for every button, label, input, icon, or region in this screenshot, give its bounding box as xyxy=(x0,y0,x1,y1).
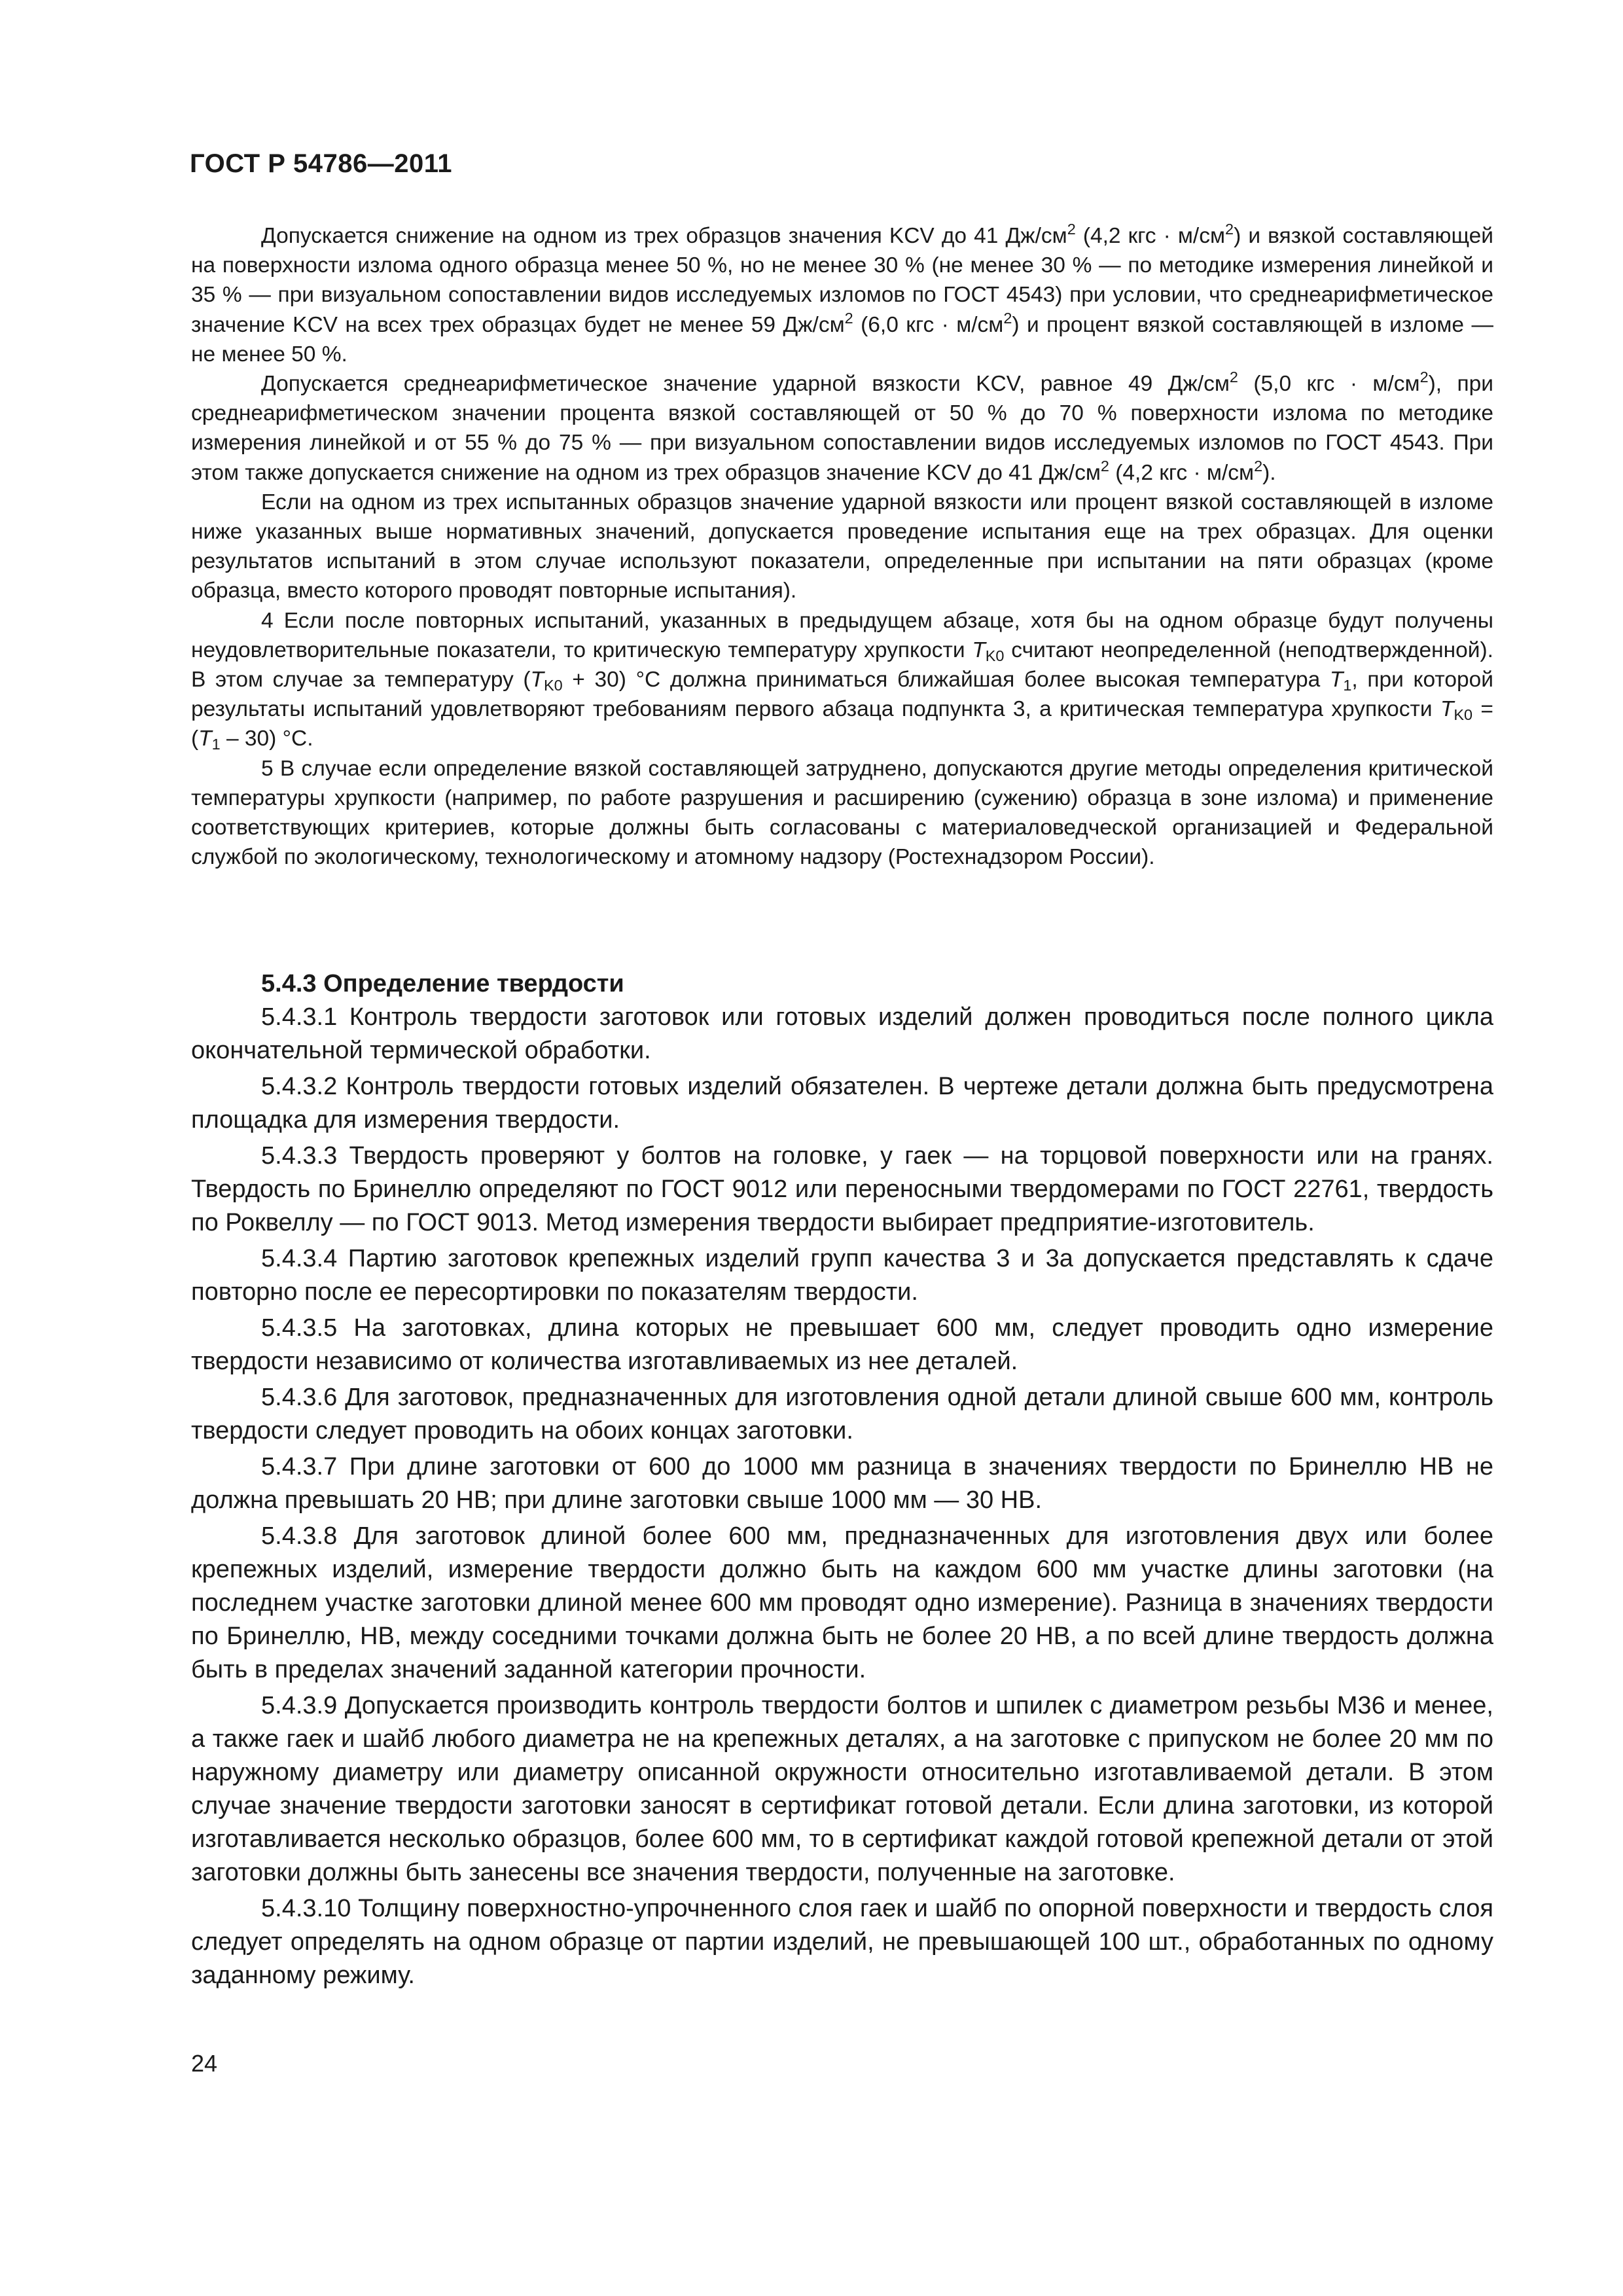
clause-5-4-3-10: 5.4.3.10 Толщину поверхностно-упрочненного слоя гаек и шайб по опорной поверхности и твердость слоя следует определять на одном образце от партии изделий, не превышающей 100 шт., обработанных по одному заданному режиму. xyxy=(191,1895,1493,1989)
clause-5-4-3-3: 5.4.3.3 Твердость проверяют у болтов на головке, у гаек — на торцовой поверхности или на гранях. Твердость по Бринеллю определяют по ГОСТ 9012 или переносными твердомерами по ГОСТ 22761, твердость по Роквеллу — по ГОСТ 9013. Метод измерения твердости выбирает предприятие-изготовитель. xyxy=(191,1142,1493,1236)
note-paragraph-kcv-average: Допускается среднеарифметическое значение ударной вязкости KCV, равное 49 $Дж/см^2$ (5,0 кгс · $м/см^2$), при среднеарифметическом значении процента вязкой составляющей от 50 % до 70 % поверхности излома по методике измерения линейкой и от 55 % до 75 % — при визуальном сопоставлении видов исследуемых изломов по ГОСТ 4543. При этом также допускается снижение на одном из трех образцов значение KCV до 41 $Дж/см^2$ (4,2 кгс · $м/см^2$). xyxy=(191,368,1493,485)
clause-5-4-3-1: 5.4.3.1 Контроль твердости заготовок или готовых изделий должен проводиться после полного цикла окончательной термической обработки. xyxy=(191,1003,1493,1064)
hardness-section xyxy=(191,967,1493,1992)
clause-5-4-3-6: 5.4.3.6 Для заготовок, предназначенных для изготовления одной детали длиной свыше 600 мм, контроль твердости следует проводить на обоих концах заготовки. xyxy=(191,1384,1493,1444)
section-heading: 5.4.3 Определение твердости xyxy=(261,970,624,997)
document-header: ГОСТ Р 54786—2011 xyxy=(190,149,452,178)
note-paragraph-kcv-reduction: Допускается снижение на одном из трех образцов значения KCV до 41 $Дж/см^2$ (4,2 кгс · $м/см^2$) и вязкой составляющей на поверхности излома одного образца менее 50 %, но не менее 30 % (не менее 30 % — по методике измерения линейкой и 35 % — при визуальном сопоставлении видов исследуемых изломов по ГОСТ 4543) при условии, что среднеарифметическое значение KCV на всех трех образцах будет не менее 59 $Дж/см^2$ (6,0 кгс · $м/см^2$) и процент вязкой составляющей в изломе — не менее 50 %. xyxy=(191,221,1493,367)
notes-block xyxy=(191,221,1493,872)
clause-5-4-3-4: 5.4.3.4 Партию заготовок крепежных изделий групп качества 3 и 3а допускается представлять к сдаче повторно после ее пересортировки по показателям твердости. xyxy=(191,1245,1493,1306)
page-number: 24 xyxy=(191,2050,218,2077)
clause-5-4-3-2: 5.4.3.2 Контроль твердости готовых изделий обязателен. В чертеже детали должна быть предусмотрена площадка для измерения твердости. xyxy=(191,1073,1493,1134)
clause-5-4-3-5: 5.4.3.5 На заготовках, длина которых не превышает 600 мм, следует проводить одно измерение твердости независимо от количества изготавливаемых из нее деталей. xyxy=(191,1314,1493,1375)
note-paragraph-retest: Если на одном из трех испытанных образцов значение ударной вязкости или процент вязкой составляющей в изломе ниже указанных выше нормативных значений, допускается проведение испытания еще на трех образцах. Для оценки результатов испытаний в этом случае используют показатели, определенные при испытании на пяти образцах (кроме образца, вместо которого проводят повторные испытания). xyxy=(191,490,1493,603)
clause-5-4-3-8: 5.4.3.8 Для заготовок длиной более 600 мм, предназначенных для изготовления двух или более крепежных изделий, измерение твердости должно быть на каждом 600 мм участке длины заготовки (на последнем участке заготовки длиной менее 600 мм проводят одно измерение). Разница в значениях твердости по Бринеллю, НВ, между соседними точками должна быть не более 20 НВ, а по всей длине твердость должна быть в пределах значений заданной категории прочности. xyxy=(191,1522,1493,1683)
clause-5-4-3-7: 5.4.3.7 При длине заготовки от 600 до 1000 мм разница в значениях твердости по Бринеллю НВ не должна превышать 20 НВ; при длине заготовки свыше 1000 мм — 30 НВ. xyxy=(191,1453,1493,1514)
note-paragraph-5: 5 В случае если определение вязкой составляющей затруднено, допускаются другие методы определения критической температуры хрупкости (например, по работе разрушения и расширению (сужению) образца в зоне излома) и применение соответствующих критериев, которые должны быть согласованы с материаловедческой организацией и Федеральной службой по экологическому, технологическому и атомному надзору (Ростехнадзором России). xyxy=(191,756,1493,870)
note-paragraph-4: 4 Если после повторных испытаний, указанных в предыдущем абзаце, хотя бы на одном образце будут получены неудовлетворительные показатели, то критическую температуру хрупкости $T_{K0}$ считают неопределенной (неподтвержденной). В этом случае за температуру $(T_{K0} + 30)$ °С должна приниматься ближайшая более высокая температура $T_1$, при которой результаты испытаний удовлетворяют требованиям первого абзаца подпункта 3, а критическая температура хрупкости $T_{K0} = (T_1 - 30)$ °С. xyxy=(191,608,1493,753)
clause-5-4-3-9: 5.4.3.9 Допускается производить контроль твердости болтов и шпилек с диаметром резьбы М36 и менее, а также гаек и шайб любого диаметра не на крепежных деталях, а на заготовке с припуском не более 20 мм по наружному диаметру или диаметру описанной окружности относительно изготавливаемой детали. В этом случае значение твердости заготовки заносят в сертификат готовой детали. Если длина заготовки, из которой изготавливается несколько образцов, более 600 мм, то в сертификат каждой готовой крепежной детали от этой заготовки должны быть занесены все значения твердости, полученные на заготовке. xyxy=(191,1692,1493,1886)
